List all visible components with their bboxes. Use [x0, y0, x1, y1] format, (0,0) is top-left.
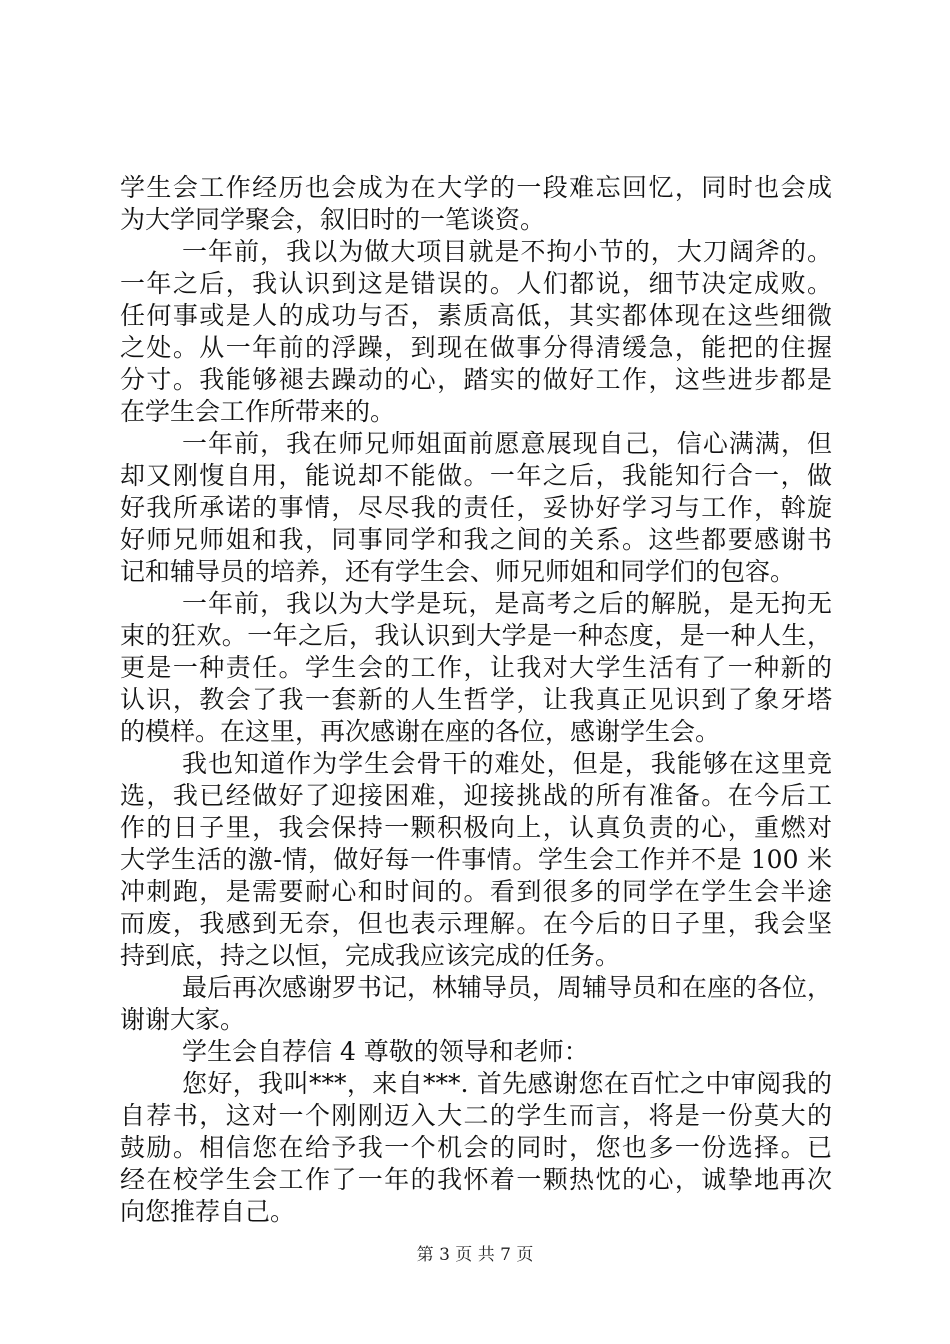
- text-line: 作的日子里，我会保持一颗积极向上，认真负责的心，重燃对: [120, 813, 832, 842]
- text-line: 谢谢大家。: [120, 1005, 246, 1034]
- text-line: 记和辅导员的培养，还有学生会、师兄师姐和同学们的包容。: [120, 557, 796, 586]
- text-line: 学生会自荐信 4 尊敬的领导和老师：: [182, 1037, 589, 1066]
- text-line: 选，我已经做好了迎接困难，迎接挑战的所有准备。在今后工: [120, 781, 832, 810]
- text-line: 而废，我感到无奈，但也表示理解。在今后的日子里，我会坚: [120, 909, 832, 938]
- document-body: [120, 172, 832, 1228]
- text-line: 任何事或是人的成功与否，素质高低，其实都体现在这些细微: [120, 301, 832, 330]
- text-line: 学生会工作经历也会成为在大学的一段难忘回忆，同时也会成: [120, 173, 832, 202]
- text-line: 好我所承诺的事情，尽尽我的责任，妥协好学习与工作，斡旋: [120, 493, 832, 522]
- text-line: 持到底，持之以恒，完成我应该完成的任务。: [120, 941, 621, 970]
- text-line: 却又刚愎自用，能说却不能做。一年之后，我能知行合一，做: [120, 461, 832, 490]
- text-line: 最后再次感谢罗书记，林辅导员，周辅导员和在座的各位，: [182, 973, 833, 1002]
- text-line: 的模样。在这里，再次感谢在座的各位，感谢学生会。: [120, 717, 721, 746]
- text-line: 大学生活的激-情，做好每一件事情。学生会工作并不是 100 米: [120, 845, 832, 874]
- text-line: 好师兄师姐和我，同事同学和我之间的关系。这些都要感谢书: [120, 525, 832, 554]
- text-line: 冲刺跑，是需要耐心和时间的。看到很多的同学在学生会半途: [120, 877, 832, 906]
- text-line: 更是一种责任。学生会的工作，让我对大学生活有了一种新的: [120, 653, 832, 682]
- text-line: 为大学同学聚会，叙旧时的一笔谈资。: [120, 205, 546, 234]
- text-line: 之处。从一年前的浮躁，到现在做事分得清缓急，能把的住握: [120, 333, 832, 362]
- text-line: 一年前，我以为做大项目就是不拘小节的，大刀阔斧的。: [182, 237, 832, 266]
- text-line: 自荐书，这对一个刚刚迈入大二的学生而言，将是一份莫大的: [120, 1101, 832, 1130]
- text-line: 鼓励。相信您在给予我一个机会的同时，您也多一份选择。已: [120, 1133, 832, 1162]
- text-line: 您好，我叫***，来自***. 首先感谢您在百忙之中审阅我的: [182, 1069, 832, 1098]
- text-line: 一年前，我以为大学是玩，是高考之后的解脱，是无拘无: [182, 589, 832, 618]
- text-line: 分寸。我能够褪去躁动的心，踏实的做好工作，这些进步都是: [120, 365, 832, 394]
- page-number-footer: 第 3 页 共 7 页: [416, 1245, 534, 1265]
- text-line: 我也知道作为学生会骨干的难处，但是，我能够在这里竞: [182, 749, 832, 778]
- text-line: 认识，教会了我一套新的人生哲学，让我真正见识到了象牙塔: [120, 685, 832, 714]
- text-line: 束的狂欢。一年之后，我认识到大学是一种态度，是一种人生，: [120, 621, 832, 650]
- text-line: 经在校学生会工作了一年的我怀着一颗热忱的心，诚挚地再次: [120, 1165, 832, 1194]
- text-line: 一年前，我在师兄师姐面前愿意展现自己，信心满满，但: [182, 429, 832, 458]
- text-line: 在学生会工作所带来的。: [120, 397, 396, 426]
- text-line: 一年之后，我认识到这是错误的。人们都说，细节决定成败。: [120, 269, 832, 298]
- text-line: 向您推荐自己。: [120, 1197, 296, 1226]
